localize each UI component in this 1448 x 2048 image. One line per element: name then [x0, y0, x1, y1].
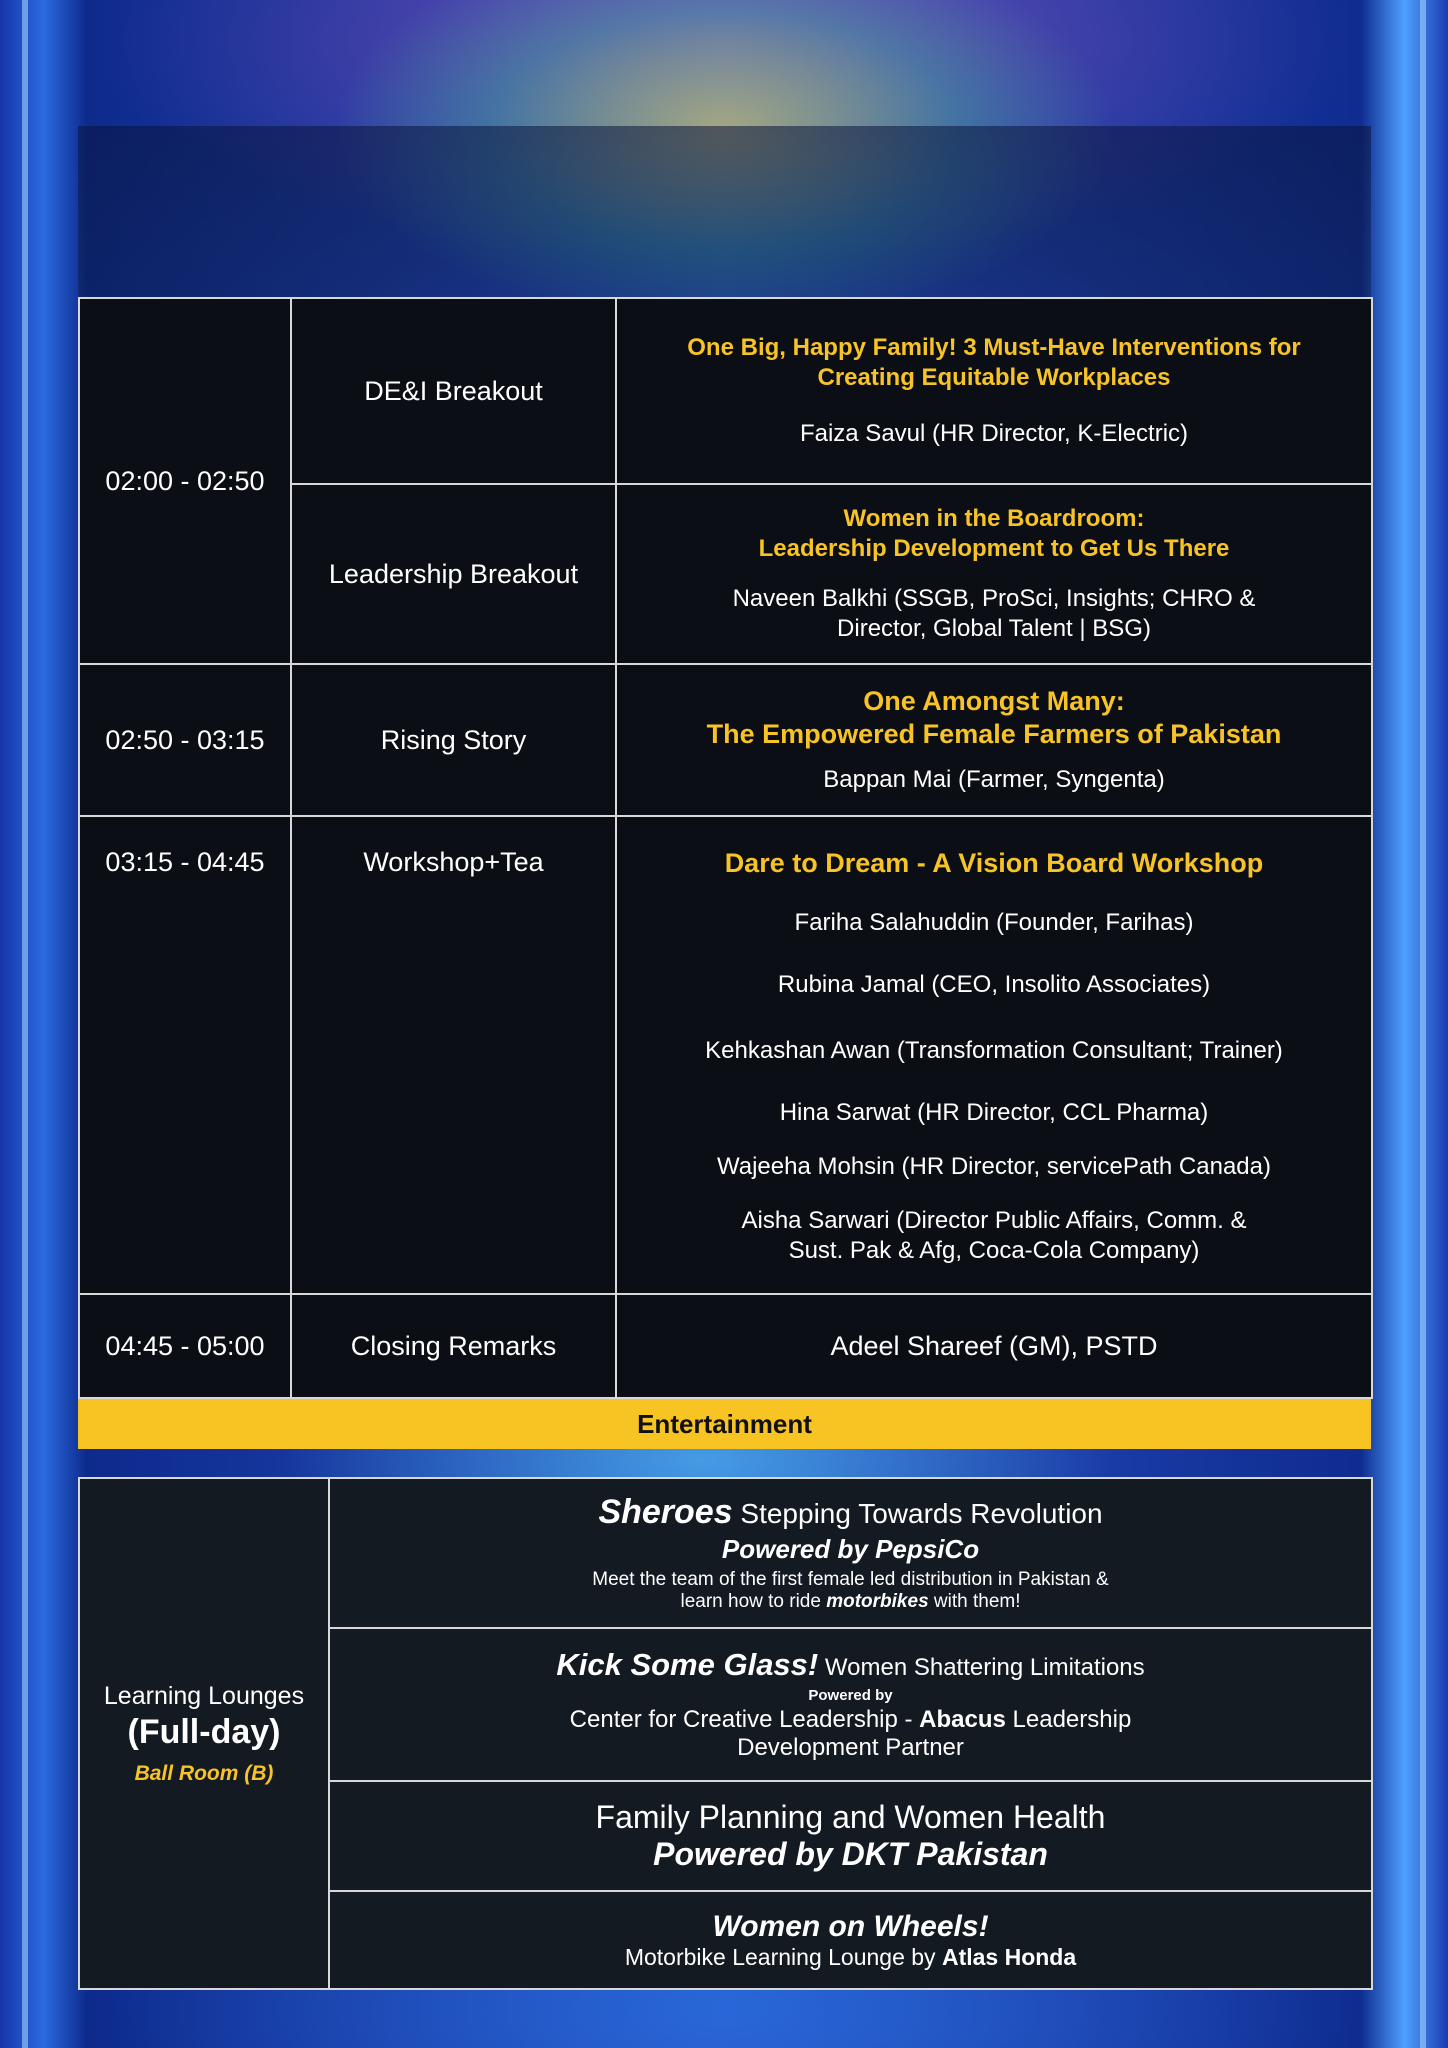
session-detail-cell [616, 816, 1372, 1294]
lounge-subtitle: Motorbike Learning Lounge by Atlas Honda [624, 1943, 1077, 1970]
time-label: 03:15 - 04:45 [105, 847, 265, 877]
header-panel [78, 126, 1371, 298]
speaker: Kehkashan Awan (Transformation Consultant; Trainer) [705, 1037, 1283, 1064]
time-label: 02:00 - 02:50 [105, 465, 265, 496]
session-detail-cell [616, 298, 1372, 484]
lounge-brand: Kick Some Glass! [556, 1647, 819, 1682]
session-type: Workshop+Tea [363, 847, 544, 877]
session-type: Leadership Breakout [328, 558, 579, 589]
speaker: Wajeeha Mohsin (HR Director, servicePath Canada) [716, 1153, 1271, 1180]
background-stripe-left [22, 0, 28, 2048]
entertainment-label: Entertainment [637, 1408, 812, 1439]
table-row [79, 298, 1372, 484]
time-cell [79, 664, 291, 816]
time-label: 02:50 - 03:15 [105, 724, 265, 755]
speaker: Bappan Mai (Farmer, Syngenta) [823, 766, 1165, 793]
speaker: Rubina Jamal (CEO, Insolito Associates) [777, 971, 1211, 998]
lounge-title: Family Planning and Women Health [595, 1799, 1106, 1835]
lounge-powered-by: Powered by [808, 1687, 893, 1704]
speaker: Fariha Salahuddin (Founder, Farihas) [794, 909, 1194, 936]
session-type: Closing Remarks [350, 1330, 557, 1361]
schedule-table [78, 297, 1373, 1399]
lounge-label: Learning Lounges [103, 1681, 305, 1710]
time-label: 04:45 - 05:00 [105, 1330, 265, 1361]
speaker: Faiza Savul (HR Director, K-Electric) [799, 420, 1189, 447]
session-title: Dare to Dream - A Vision Board Workshop [724, 848, 1264, 878]
session-type-cell [291, 816, 616, 1294]
session-detail-cell [616, 664, 1372, 816]
session-title: Women in the Boardroom: Leadership Development to Get Us There [758, 505, 1230, 562]
table-row [79, 1294, 1372, 1398]
lounge-item [329, 1478, 1372, 1628]
time-cell [79, 298, 291, 664]
time-cell [79, 816, 291, 1294]
lounge-partner: Development Partner [737, 1734, 964, 1761]
session-type-cell [291, 1294, 616, 1398]
lounge-item [329, 1628, 1372, 1781]
session-detail-cell [616, 1294, 1372, 1398]
lounge-partner: Center for Creative Leadership - Abacus Leadership [569, 1706, 1132, 1733]
session-type-cell [291, 298, 616, 484]
session-type: DE&I Breakout [364, 375, 543, 406]
lounge-powered-by: Powered by DKT Pakistan [653, 1836, 1048, 1872]
session-title: One Big, Happy Family! 3 Must-Have Interventions for Creating Equitable Workplaces [687, 334, 1301, 391]
background-stripe-right [1420, 0, 1426, 2048]
table-row [79, 816, 1372, 1294]
lounge-subtitle: Women Shattering Limitations [824, 1654, 1145, 1681]
table-row [79, 1478, 1372, 1628]
speaker: Hina Sarwat (HR Director, CCL Pharma) [779, 1099, 1209, 1126]
lounge-location: Ball Room (B) [134, 1761, 274, 1785]
learning-lounges-table [78, 1477, 1373, 1990]
speaker: Naveen Balkhi (SSGB, ProSci, Insights; CHRO & Director, Global Talent | BSG) [732, 585, 1256, 642]
lounge-subtitle: Stepping Towards Revolution [740, 1498, 1103, 1529]
lounge-description: learn how to ride motorbikes with them! [680, 1591, 1021, 1612]
session-type-cell [291, 484, 616, 664]
lounge-item [329, 1781, 1372, 1891]
session-detail-cell [616, 484, 1372, 664]
session-type-cell [291, 664, 616, 816]
entertainment-banner [78, 1399, 1371, 1449]
time-cell [79, 1294, 291, 1398]
lounge-powered-by: Powered by PepsiCo [721, 1534, 980, 1564]
lounge-item [329, 1891, 1372, 1989]
session-type: Rising Story [380, 724, 527, 755]
lounge-duration: (Full-day) [127, 1712, 281, 1751]
table-row [79, 664, 1372, 816]
lounge-label-cell [79, 1478, 329, 1989]
speaker: Adeel Shareef (GM), PSTD [830, 1330, 1158, 1361]
lounge-brand: Women on Wheels! [712, 1909, 989, 1943]
lounge-description: Meet the team of the first female led distribution in Pakistan & [592, 1569, 1109, 1590]
lounge-brand: Sheroes [598, 1493, 733, 1531]
session-title: One Amongst Many: The Empowered Female Farmers of Pakistan [706, 686, 1282, 749]
speaker: Aisha Sarwari (Director Public Affairs, Comm. & Sust. Pak & Afg, Coca-Cola Company) [741, 1207, 1247, 1264]
